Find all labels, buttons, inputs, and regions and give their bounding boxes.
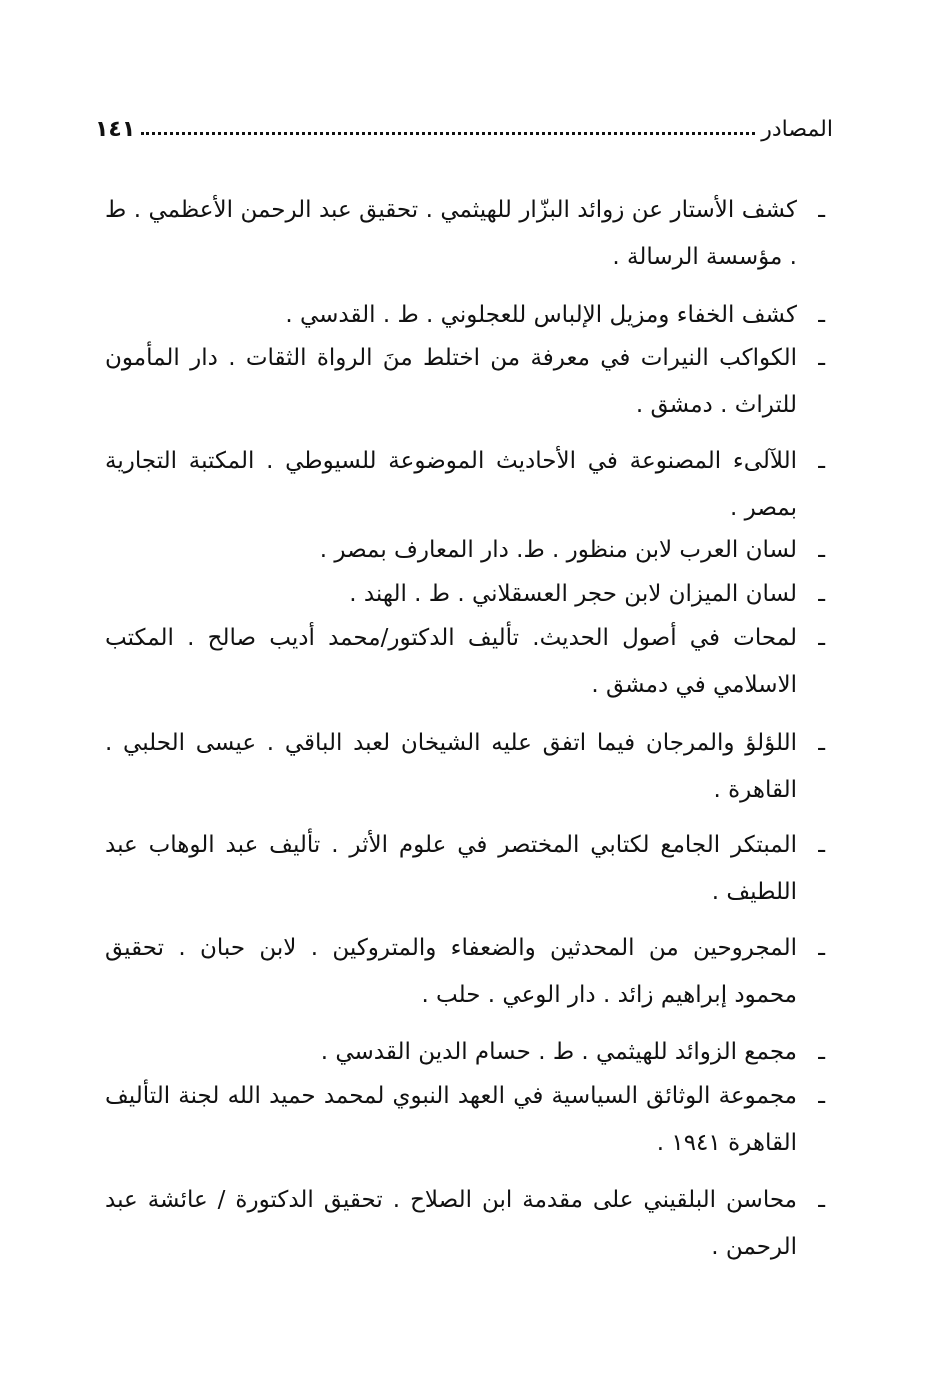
entry-dash: ـ xyxy=(818,935,825,961)
entry-dash: ـ xyxy=(818,730,825,756)
entry-text: مجمع الزوائد للهيثمي . ط . حسام الدين القدسي . xyxy=(320,1039,797,1065)
entry-text: المبتكر الجامع لكتابي المختصر في علوم الأثر . تأليف عبد الوهاب عبد اللطيف . xyxy=(105,832,797,905)
entry-dash: ـ xyxy=(818,448,825,474)
entry-dash: ـ xyxy=(818,302,825,328)
dot-leader xyxy=(141,132,755,135)
entry-text: محاسن البلقيني على مقدمة ابن الصلاح . تحقيق الدكتورة / عائشة عبد الرحمن . xyxy=(105,1187,797,1260)
bibliography-entry xyxy=(105,292,825,339)
entry-dash: ـ xyxy=(818,1083,825,1109)
entry-text: مجموعة الوثائق السياسية في العهد النبوي لمحمد حميد الله لجنة التأليف القاهرة ١٩٤١ . xyxy=(105,1083,797,1156)
bibliography-entry xyxy=(105,925,825,1019)
entry-dash: ـ xyxy=(818,1039,825,1065)
entry-text: اللؤلؤ والمرجان فيما اتفق عليه الشيخان لعبد الباقي . عيسى الحلبي . القاهرة . xyxy=(105,730,797,803)
entry-dash: ـ xyxy=(818,625,825,651)
entry-text: المجروحين من المحدثين والضعفاء والمتروكين . لابن حبان . تحقيق محمود إبراهيم زائد . دار الوعي . حلب . xyxy=(105,935,797,1008)
bibliography-entry xyxy=(105,1029,825,1076)
entry-dash: ـ xyxy=(818,537,825,563)
entry-dash: ـ xyxy=(818,832,825,858)
entry-text: لمحات في أصول الحديث. تأليف الدكتور/محمد أديب صالح . المكتب الاسلامي في دمشق . xyxy=(105,625,797,698)
entry-text: الكواكب النيرات في معرفة من اختلط منَ الرواة الثقات . دار المأمون للتراث . دمشق . xyxy=(105,345,797,418)
entry-dash: ـ xyxy=(818,345,825,371)
entry-text: لسان الميزان لابن حجر العسقلاني . ط . الهند . xyxy=(349,581,797,607)
bibliography-entry xyxy=(105,1177,825,1271)
entry-text: اللآلىء المصنوعة في الأحاديث الموضوعة للسيوطي . المكتبة التجارية بمصر . xyxy=(105,448,797,521)
entry-text: كشف الأستار عن زوائد البزّار للهيثمي . تحقيق عبد الرحمن الأعظمي . ط . مؤسسة الرسالة . xyxy=(105,197,797,270)
entry-dash: ـ xyxy=(818,1187,825,1213)
bibliography-entry xyxy=(105,571,825,618)
entry-dash: ـ xyxy=(818,581,825,607)
bibliography-entry xyxy=(105,527,825,574)
bibliography-entry xyxy=(105,720,825,814)
bibliography-entry xyxy=(105,615,825,709)
page-number: ١٤١ xyxy=(95,117,136,142)
bibliography-entry xyxy=(105,1073,825,1167)
bibliography-entry xyxy=(105,187,825,281)
running-header xyxy=(95,108,833,142)
entry-text: كشف الخفاء ومزيل الإلباس للعجلوني . ط . القدسي . xyxy=(285,302,797,328)
bibliography-entry xyxy=(105,335,825,429)
bibliography-entry xyxy=(105,822,825,916)
entry-dash: ـ xyxy=(818,197,825,223)
entry-text: لسان العرب لابن منظور . ط. دار المعارف بمصر . xyxy=(319,537,797,563)
bibliography-entry xyxy=(105,438,825,532)
chapter-title: المصادر xyxy=(761,117,833,142)
